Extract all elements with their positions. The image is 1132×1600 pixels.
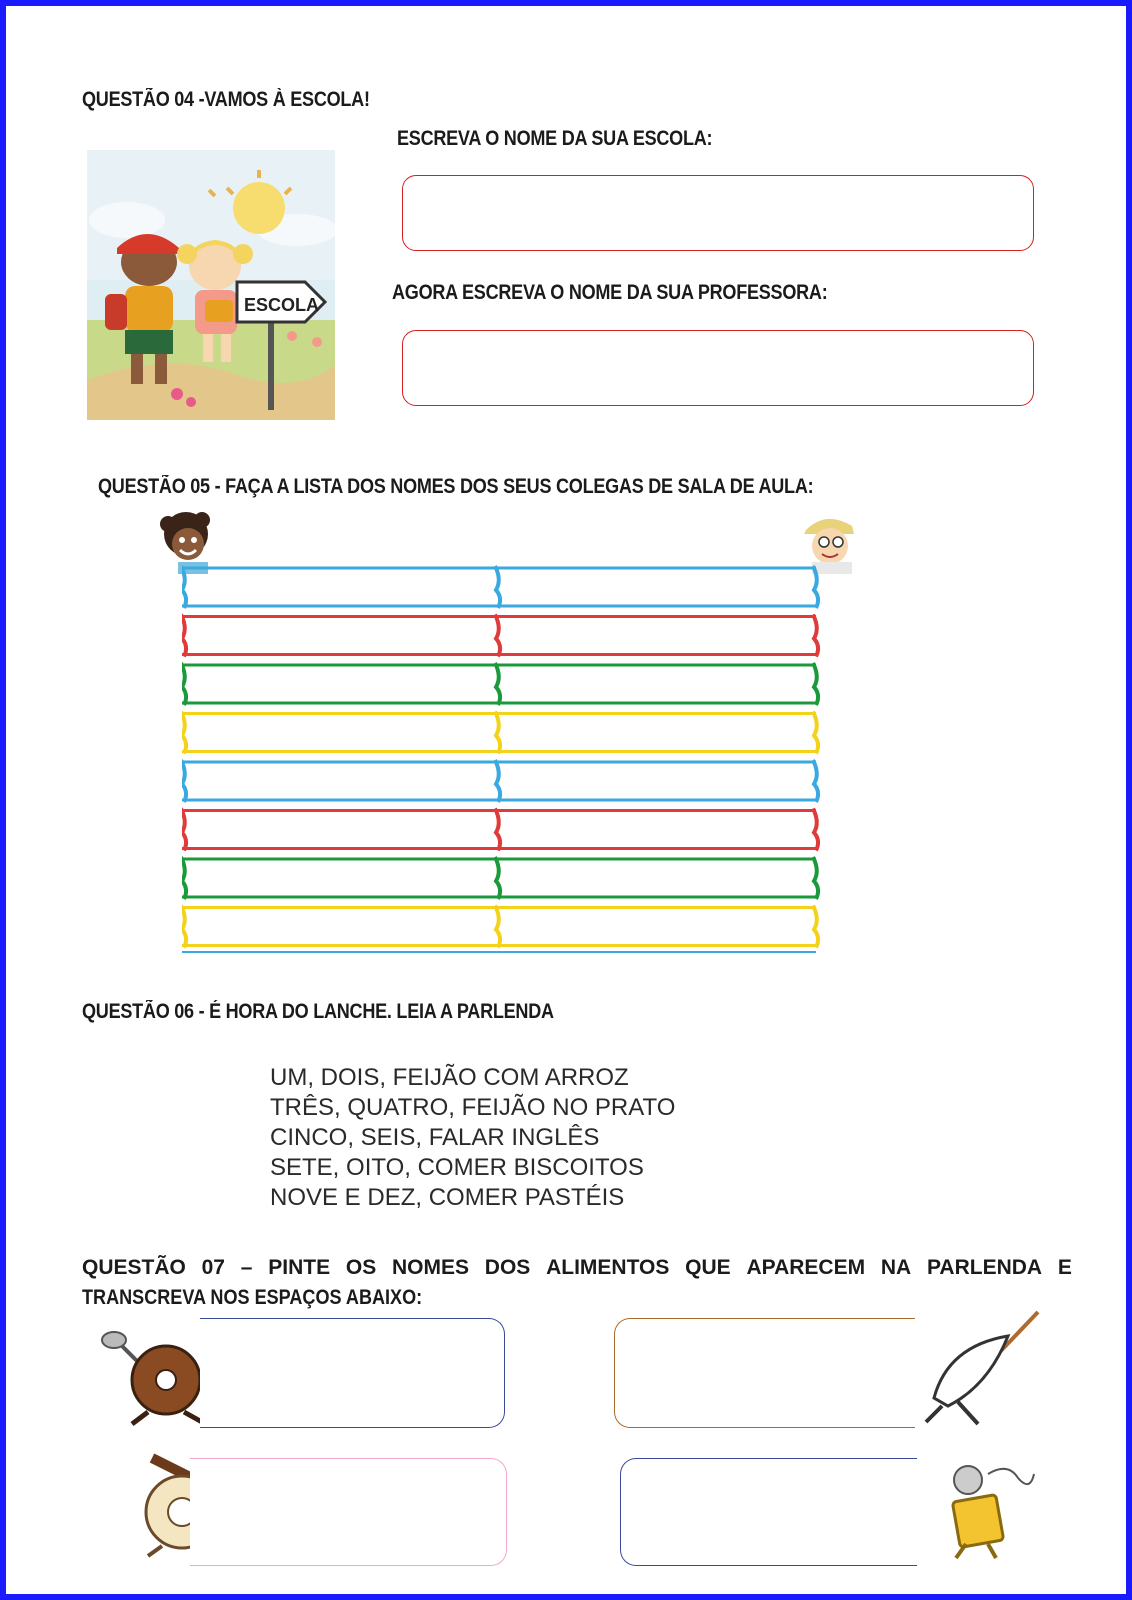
q07-word: –	[240, 1256, 253, 1279]
q07-word: OS	[345, 1256, 377, 1279]
poem-line: NOVE E DEZ, COMER PASTÉIS	[270, 1184, 625, 1211]
q07-word: ALIMENTOS	[546, 1256, 670, 1279]
poem-line: SETE, OITO, COMER BISCOITOS	[270, 1154, 644, 1181]
poem-line: CINCO, SEIS, FALAR INGLÊS	[270, 1124, 600, 1151]
name-row[interactable]	[182, 566, 818, 608]
poem-line: UM, DOIS, FEIJÃO COM ARROZ	[270, 1064, 629, 1091]
q07-word: E	[1057, 1256, 1072, 1279]
q07-word: 07	[201, 1256, 225, 1279]
q07-word: APARECEM	[746, 1256, 866, 1279]
school-name-field[interactable]	[402, 175, 1034, 251]
q07-word: NOMES	[391, 1256, 469, 1279]
classmates-name-grid	[182, 560, 842, 972]
q07-instructions	[82, 1253, 1072, 1313]
q07-word: PARLENDA	[926, 1256, 1043, 1279]
parlenda-poem	[270, 1063, 675, 1213]
q07-word: PINTE	[268, 1256, 331, 1279]
name-row[interactable]	[182, 809, 818, 851]
name-row[interactable]	[182, 857, 818, 899]
food-answer-field-3[interactable]	[190, 1458, 507, 1566]
name-row[interactable]	[182, 663, 818, 705]
q04-title: QUESTÃO 04 -VAMOS À ESCOLA!	[82, 88, 370, 111]
name-row[interactable]	[182, 760, 818, 802]
q06-title: QUESTÃO 06 - É HORA DO LANCHE. LEIA A PARLENDA	[82, 1000, 554, 1023]
name-row[interactable]	[182, 906, 818, 948]
q07-word: DOS	[484, 1256, 531, 1279]
q07-word: QUESTÃO	[82, 1256, 186, 1279]
school-name-prompt: ESCREVA O NOME DA SUA ESCOLA:	[397, 127, 713, 150]
sign-text: ESCOLA	[244, 295, 320, 315]
q07-word: NA	[880, 1256, 912, 1279]
pastry-character-illustration	[918, 1306, 1042, 1428]
food-answer-field-1[interactable]	[200, 1318, 505, 1428]
q05-title: QUESTÃO 05 - FAÇA A LISTA DOS NOMES DOS SEUS COLEGAS DE SALA DE AULA:	[98, 475, 814, 498]
q07-title-line2: TRANSCREVA NOS ESPAÇOS ABAIXO:	[82, 1286, 423, 1309]
teacher-name-field[interactable]	[402, 330, 1034, 406]
food-answer-field-2[interactable]	[614, 1318, 915, 1428]
name-row[interactable]	[182, 712, 818, 754]
q07-word: QUE	[685, 1256, 731, 1279]
name-row[interactable]	[182, 615, 818, 657]
q07-title-line1	[82, 1253, 1072, 1283]
school-children-illustration	[87, 150, 335, 420]
teacher-name-prompt: AGORA ESCREVA O NOME DA SUA PROFESSORA:	[392, 281, 828, 304]
poem-line: TRÊS, QUATRO, FEIJÃO NO PRATO	[270, 1094, 676, 1121]
cheese-grater-character-illustration	[938, 1458, 1038, 1562]
food-answer-field-4[interactable]	[620, 1458, 917, 1566]
